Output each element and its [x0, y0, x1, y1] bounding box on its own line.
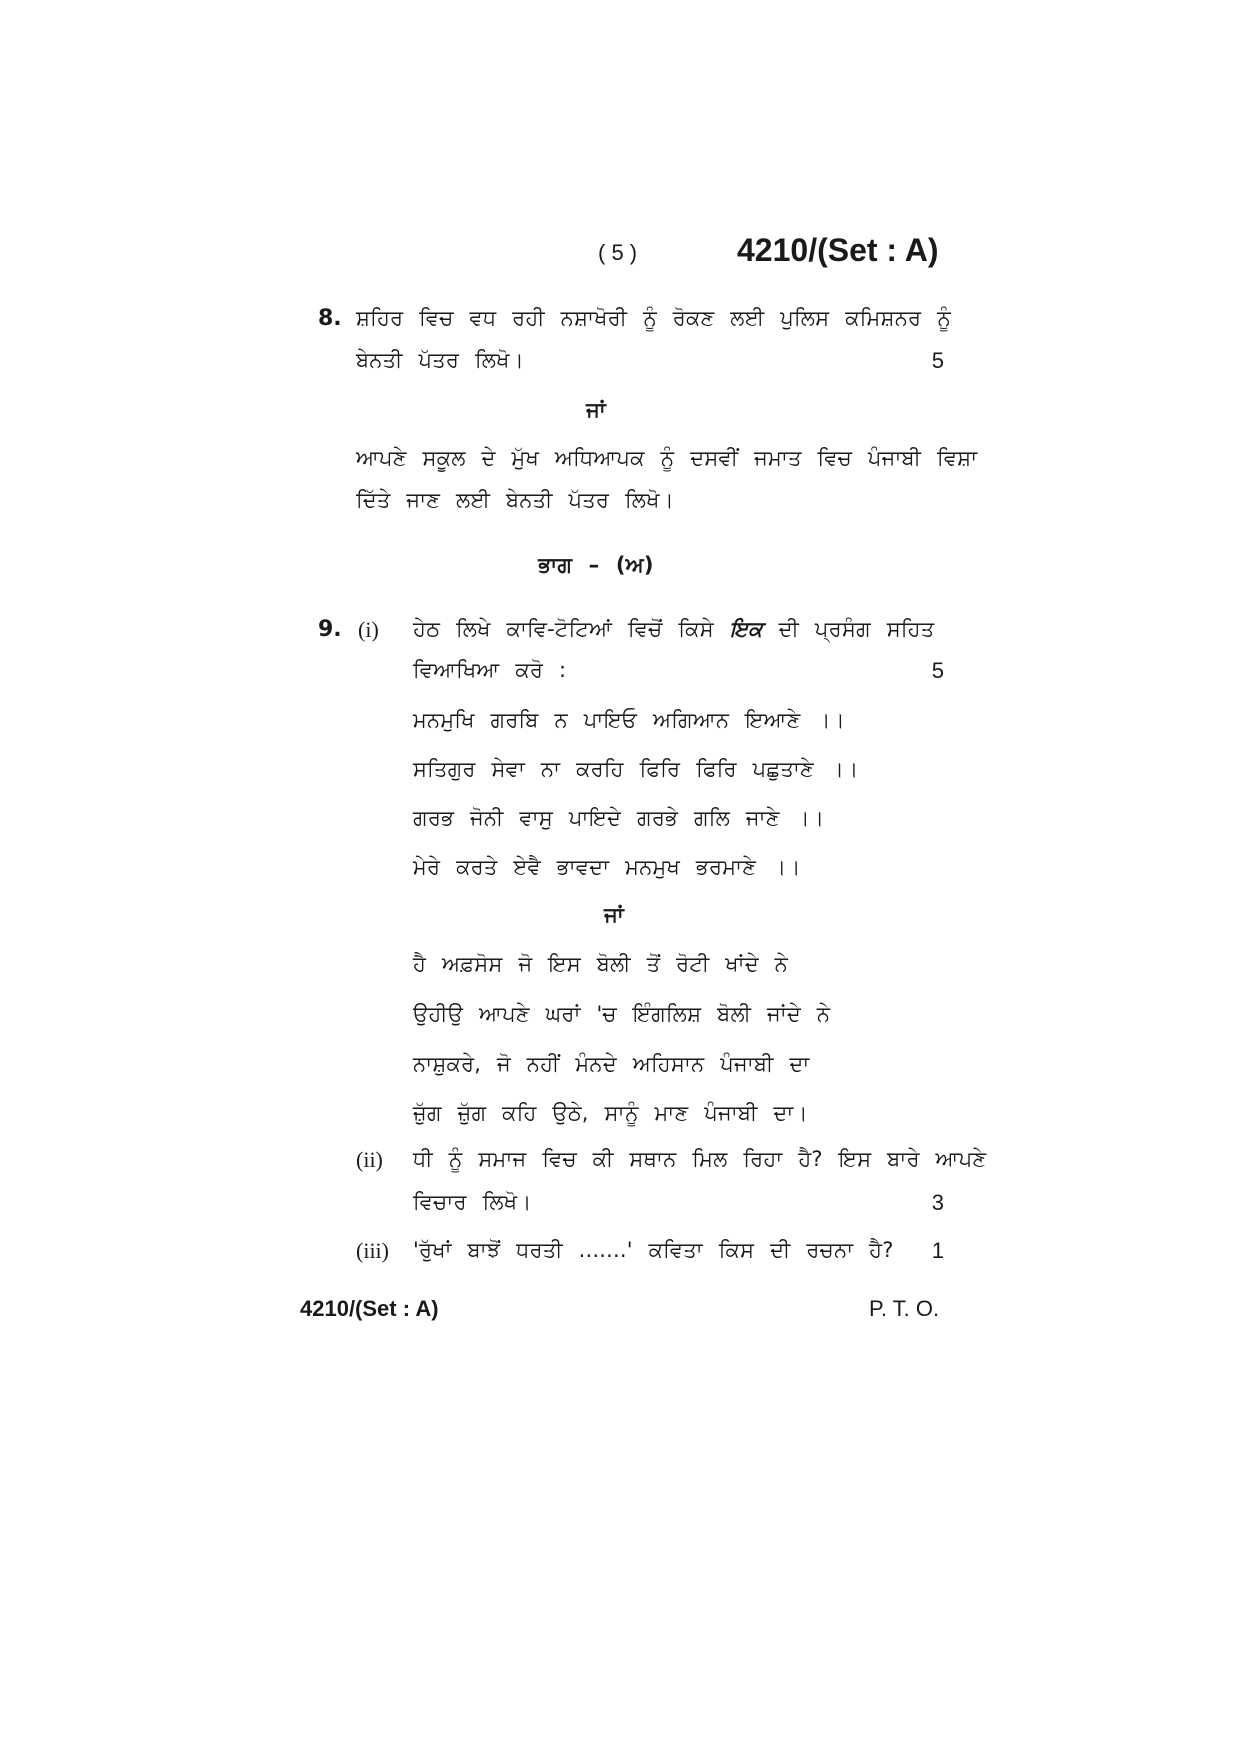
paper-code-footer: 4210/(Set : A) — [300, 1296, 439, 1321]
verse-2-line-1: ਹੈ ਅਫ਼ਸੋਸ ਜੋ ਇਸ ਬੋਲੀ ਤੋਂ ਰੋਟੀ ਖਾਂਦੇ ਨੇ — [413, 952, 788, 976]
question-9-i-label: (i) — [358, 617, 379, 642]
verse-2-line-3: ਨਾਸ਼ੁਕਰੇ, ਜੋ ਨਹੀਂ ਮੰਨਦੇ ਅਹਿਸਾਨ ਪੰਜਾਬੀ ਦਾ — [413, 1052, 810, 1076]
verse-2-line-2: ਉਹੀਉ ਆਪਣੇ ਘਰਾਂ 'ਚ ਇੰਗਲਿਸ਼ ਬੋਲੀ ਜਾਂਦੇ ਨੇ — [413, 1002, 831, 1026]
question-9-iii-text: 'ਰੁੱਖਾਂ ਬਾਝੋਂ ਧਰਤੀ .......' ਕਵਿਤਾ ਕਿਸ ਦੀ ਰਚਨਾ ਹੈ? — [413, 1238, 894, 1262]
question-9-ii-line-2: ਵਿਚਾਰ ਲਿਖੋ। — [413, 1190, 532, 1214]
question-8-line-1: ਸ਼ਹਿਰ ਵਿਚ ਵਧ ਰਹੀ ਨਸ਼ਾਖੋਰੀ ਨੂੰ ਰੋਕਣ ਲਈ ਪੁਲਿਸ ਕਮਿਸ਼ਨਰ ਨੂੰ — [356, 306, 951, 330]
page-number: ( 5 ) — [598, 240, 638, 265]
question-9-ii-label: (ii) — [356, 1147, 383, 1172]
pto-label: P. T. O. — [869, 1296, 940, 1321]
verse-1-line-2: ਸਤਿਗੁਰ ਸੇਵਾ ਨਾ ਕਰਹਿ ਫਿਰਿ ਫਿਰਿ ਪਛੁਤਾਣੇ ।। — [413, 757, 859, 781]
question-9-iii-marks: 1 — [931, 1238, 944, 1263]
question-9-ii-marks: 3 — [931, 1190, 944, 1215]
question-9-i-line-1-b: ਦੀ ਪ੍ਰਸੰਗ ਸਹਿਤ — [778, 617, 935, 641]
question-8-number: 8. — [318, 306, 342, 331]
question-8-alt-line-2: ਦਿੱਤੇ ਜਾਣ ਲਈ ਬੇਨਤੀ ਪੱਤਰ ਲਿਖੋ। — [356, 488, 674, 512]
question-9-iii-label: (iii) — [356, 1238, 389, 1263]
verse-1-line-4: ਮੇਰੇ ਕਰਤੇ ਏਵੈ ਭਾਵਦਾ ਮਨਮੁਖ ਭਰਮਾਣੇ ।। — [413, 855, 801, 879]
paper-code-header: 4210/(Set : A) — [737, 232, 939, 268]
question-8-or: ਜਾਂ — [586, 398, 606, 422]
question-9-i-emphasis: ਇਕ — [729, 617, 763, 641]
question-9-i-or: ਜਾਂ — [604, 903, 624, 927]
question-9-i-line-2: ਵਿਆਖਿਆ ਕਰੋ : — [413, 658, 567, 682]
question-9-number: 9. — [318, 617, 342, 642]
question-9-i-line-1 — [413, 617, 934, 642]
question-9-i-marks: 5 — [931, 658, 944, 683]
verse-1-line-1: ਮਨਮੁਖਿ ਗਰਬਿ ਨ ਪਾਇਓ ਅਗਿਆਨ ਇਆਣੇ ।। — [413, 708, 846, 732]
section-title: ਭਾਗ – (ਅ) — [538, 553, 654, 577]
question-8-marks: 5 — [931, 348, 944, 373]
question-9-i-line-1-a: ਹੇਠ ਲਿਖੇ ਕਾਵਿ-ਟੋਟਿਆਂ ਵਿਚੋਂ ਕਿਸੇ — [413, 617, 714, 641]
question-8-alt-line-1: ਆਪਣੇ ਸਕੂਲ ਦੇ ਮੁੱਖ ਅਧਿਆਪਕ ਨੂੰ ਦਸਵੀਂ ਜਮਾਤ ਵਿਚ ਪੰਜਾਬੀ ਵਿਸ਼ਾ — [356, 446, 978, 470]
question-8-line-2: ਬੇਨਤੀ ਪੱਤਰ ਲਿਖੋ। — [356, 348, 524, 372]
verse-1-line-3: ਗਰਭ ਜੋਨੀ ਵਾਸੁ ਪਾਇਦੇ ਗਰਭੇ ਗਲਿ ਜਾਣੇ ।। — [413, 806, 825, 830]
question-9-ii-line-1: ਧੀ ਨੂੰ ਸਮਾਜ ਵਿਚ ਕੀ ਸਥਾਨ ਮਿਲ ਰਿਹਾ ਹੈ? ਇਸ ਬਾਰੇ ਆਪਣੇ — [413, 1147, 987, 1171]
verse-2-line-4: ਜ਼ੁੱਗ ਜ਼ੁੱਗ ਕਹਿ ਉਠੇ, ਸਾਨੂੰ ਮਾਣ ਪੰਜਾਬੀ ਦਾ। — [413, 1101, 808, 1125]
